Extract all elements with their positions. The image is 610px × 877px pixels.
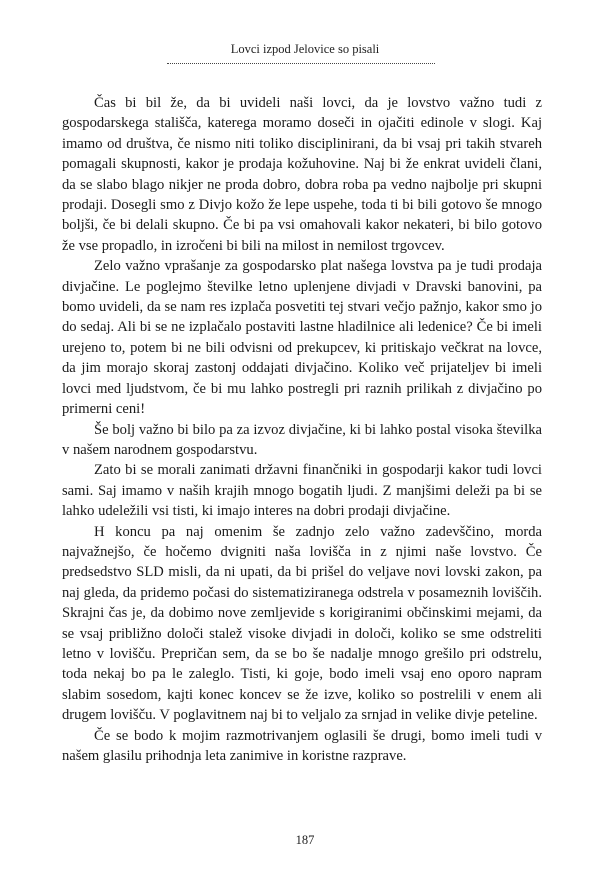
paragraph: H koncu pa naj omenim še zadnjo zelo važno zadevščino, morda najvažnejšo, če hočemo dvigniti naša lovišča in z njimi naše lovstvo. Če predsedstvo SLD misli, da ni upati, da bi prišel do veljave novi lovski zakon, pa naj gleda, da pridemo počasi do sistematiziranega odstrela v posameznih loviščih. Skrajni čas je, da dobimo nove zemljevide s korigiranimi občinskimi mejami, da se vsaj približno določi stalež visoke divjadi in določi, koliko se sme odstreliti letno v lovišču. Prepričan sem, da se bo še nadalje mnogo grešilo pri odstrelu, toda nekaj bo pa le zaleglo. Tisti, ki goje, bodo imeli vsaj eno oporo napram slabim sosedom, kajti konec koncev se že izve, koliko so postrelili v enem ali drugem lovišču. V poglavitnem naj bi to veljalo za srnjad in velike divje peteline. — [62, 523, 542, 724]
header-dotted-rule — [167, 63, 435, 64]
paragraph: Zelo važno vprašanje za gospodarsko plat našega lovstva pa je tudi prodaja divjačine. Le poglejmo številke letno uplenjene divjadi v Dravski banovini, pa bomo uvideli, da se nam res izplača posvetiti tej stvari večjo pažnjo, kakor smo jo do sedaj. Ali bi se ne izplačalo postaviti lastne hladilnice ali ledenice? Če bi imeli urejeno to, potem bi ne bili odvisni od prekupcev, ki pritiskajo večkrat na lovce, da jim morajo skoraj zastonj oddajati divjačino. Koliko več prijateljev bi imeli lovci med ljudstvom, če bi mu lahko postregli pri raznih prilikah z divjačino po primerni ceni! — [62, 258, 542, 418]
running-header-title: Lovci izpod Jelovice so pisali — [230, 42, 380, 56]
page-number: 187 — [295, 833, 315, 847]
paragraph: Še bolj važno bi bilo pa za izvoz divjačine, ki bi lahko postal visoka številka v našem narodnem gospodarstvu. — [62, 421, 542, 458]
paragraph: Če se bodo k mojim razmotrivanjem oglasili še drugi, bomo imeli tudi v našem glasilu prihodnja leta zanimive in koristne razprave. — [62, 727, 542, 764]
body-text — [62, 93, 542, 766]
paragraph: Zato bi se morali zanimati državni finančniki in gospodarji kakor tudi lovci sami. Saj imamo v naših krajih mnogo bogatih ljudi. Z manjšimi deleži pa bi se lahko udeležili vsi tisti, ki imajo interes na dobri prodaji divjačine. — [62, 462, 542, 520]
paragraph: Čas bi bil že, da bi uvideli naši lovci, da je lovstvo važno tudi z gospodarskega stališča, katerega moramo doseči in ojačiti edinole v slogi. Kaj imamo od društva, če nismo niti toliko disciplinirani, da bi vsaj pri takih stvareh pomagali skupnosti, kakor je prodaja kožuhovine. Naj bi že enkrat uvideli člani, da se slabo blago nikjer ne proda dobro, dobra roba pa vedno najbolje pri skupni prodaji. Dosegli smo z Divjo kožo že lepe uspehe, toda ti bi bili gotovo še mnogo boljši, če bi delali skupno. Če bi pa vsi omahovali kakor nekateri, bi bilo gotovo že vse propadlo, in izročeni bi bili na milost in nemilost trgovcev. — [62, 95, 542, 254]
